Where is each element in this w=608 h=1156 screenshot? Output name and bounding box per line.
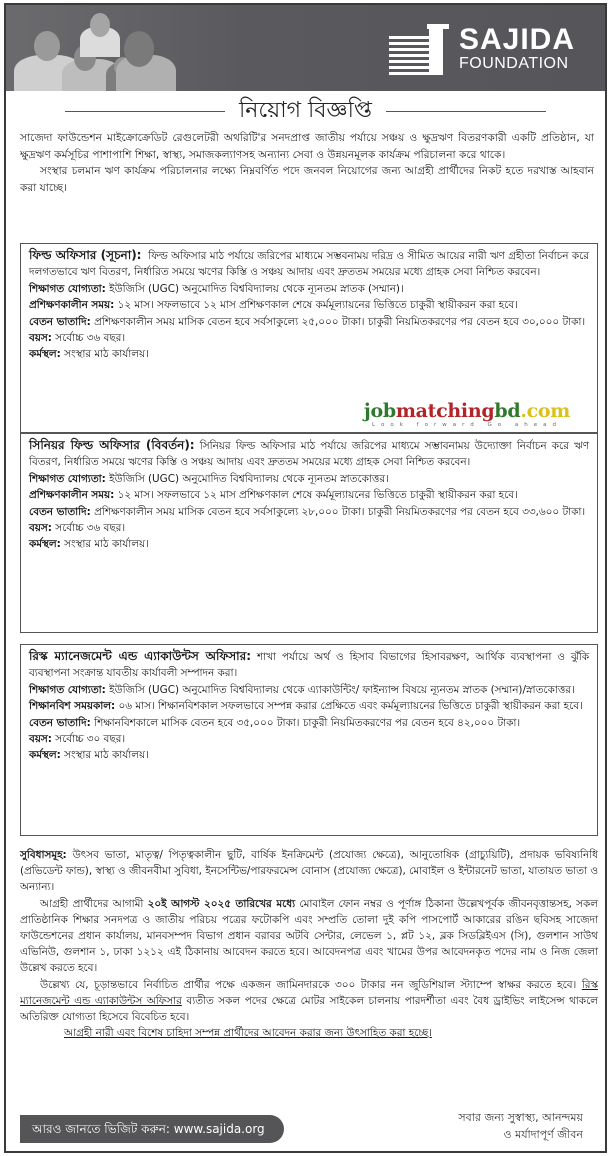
divider xyxy=(386,111,546,112)
note-text: ব্যতীত সকল পদের ক্ষেত্রে মোটর সাইকেল চালনায় পারদর্শীতা এবং বৈধ ড্রাইভিং লাইসেন্স থাকলে অতিরিক্ত যোগ্যতা হিসেবে বিবেচিত হবে। xyxy=(20,994,598,1024)
age-value: সর্বোচ্চ ৩৬ বছর। xyxy=(55,332,126,345)
note-text: উল্লেখ্য যে, চূড়ান্তভাবে নির্বাচিত প্রার্থীর পক্ষে একজন জামিনদারকে ৩০০ টাকার নন জুডিশিয়াল স্ট্যাম্পে স্বাক্ষর করতে হবে। xyxy=(40,978,577,991)
watermark-text: matching xyxy=(395,400,495,422)
education-value: ইউজিসি (UGC) অনুমোদিত বিশ্ববিদ্যালয় থেকে এ্যাকাউন্টিং/ ফাইন্যান্স বিষয়ে ন্যূনতম স্নাতক (সম্মান)/স্নাতকোত্তর। xyxy=(109,683,575,696)
location-label: কর্মস্থল: xyxy=(29,538,61,551)
watermark-text: .com xyxy=(520,400,571,422)
education-value: ইউজিসি (UGC) অনুমোদিত বিশ্ববিদ্যালয় থেকে ন্যূনতম স্নাতক (সম্মান)। xyxy=(109,282,404,295)
salary-value: শিক্ষানবিশকালে মাসিক বেতন হবে ৩৫,০০০ টাকা। চাকুরী নিয়মিতকরণের পর বেতন হবে ৪২,০০০ টাকা। xyxy=(94,716,521,729)
application-instructions xyxy=(20,896,598,977)
age-label: বয়স: xyxy=(29,522,52,535)
education-value: ইউজিসি (UGC) অনুমোদিত বিশ্ববিদ্যালয় থেকে ন্যূনতম স্নাতকোত্তর। xyxy=(109,472,389,485)
watermark-text: bd xyxy=(494,400,521,422)
salary-label: বেতন ভাতাদি: xyxy=(29,716,91,729)
training-value: ১২ মাস। সফলভাবে ১২ মাস প্রশিক্ষণকাল শেষে কর্মমূল্যায়নের ভিত্তিতে চাকুরী স্থায়ীকরন করা হবে। xyxy=(117,489,518,502)
job-description: শাখা পর্যায়ে অর্থ ও হিসাব বিভাগের হিসাবরক্ষণ, আর্থিক ব্যবস্থাপনা ও ঝুঁকি ব্যবস্থাপনা সংক্রান্ত যাবতীয় কার্যাবলী সম্পাদন করা। xyxy=(29,651,590,680)
age-label: বয়স: xyxy=(29,733,52,746)
header-banner xyxy=(6,5,605,91)
training-label: প্রশিক্ষণকালীন সময়: xyxy=(29,299,115,312)
watermark-jobmatchingbd xyxy=(362,401,572,429)
location-label: কর্মস্থল: xyxy=(29,348,61,361)
application-lead: আগ্রহী প্রার্থীদের আগামী xyxy=(40,897,144,910)
tagline-line: ও মর্যাদাপূর্ণ জীবন xyxy=(503,1128,583,1141)
notice-title: নিয়োগ বিজ্ঞপ্তি xyxy=(239,97,372,123)
job-post-risk-management-accounts-officer xyxy=(20,644,598,836)
encouragement xyxy=(20,1025,598,1041)
job-title: সিনিয়র ফিল্ড অফিসার (বিবর্তন): xyxy=(29,438,195,452)
education-label: শিক্ষাগত যোগ্যতা: xyxy=(29,282,106,295)
benefits-label: সুবিধাসমূহ: xyxy=(20,849,67,861)
application-deadline: ২০ই আগস্ট ২০২৫ তারিখের মধ্যে xyxy=(147,897,296,910)
age-value: সর্বোচ্চ ৩৬ বছর। xyxy=(55,522,126,535)
location-value: সংস্থার মাঠ কার্যালয়। xyxy=(64,538,149,551)
sajida-logo xyxy=(389,21,575,77)
website-link[interactable]: আরও জানতে ভিজিট করুন: www.sajida.org xyxy=(20,1115,284,1143)
salary-label: বেতন ভাতাদি: xyxy=(29,315,91,328)
tagline-line: সবার জন্য সুস্বাস্থ্য, আনন্দময় xyxy=(458,1111,583,1124)
location-value: সংস্থার মাঠ কার্যালয়। xyxy=(64,348,149,361)
salary-value: প্রশিক্ষণকালীন সময় মাসিক বেতন হবে সর্বসাকুল্যে ২৮,০০০ টাকা। চাকুরী নিয়মিতকরণের পর বেতন হবে ৩৩,৬০০ টাকা। xyxy=(94,505,586,518)
watermark-text: job xyxy=(363,400,396,422)
watermark-tagline: Look forward Go ahead xyxy=(372,422,562,428)
job-post-senior-field-officer xyxy=(20,433,598,633)
benefits-and-application xyxy=(20,847,598,1041)
application-body: মোবাইল ফোন নম্বর ও পূর্ণাঙ্গ ঠিকানা উল্লেখপূর্বক জীবনবৃত্তান্তসহ, সকল প্রাতিষ্ঠানিক শিক্ষার সনদপত্র ও জাতীয় পরিচয় পত্রের ফটোকপি এবং সম্প্রতি তোলা দুই কপি পাসপোর্ট আকারের রঙিন ছবিসহ সাজেদা ফাউন্ডেশনের প্রধান কার্যালয়, মানবসম্পদ বিভাগ প্রধান বরাবর অটবি সেন্টার, লেভেল ১, প্লট ১২, ব্লক সিডব্লিইএস (সি), গুলশান সাউথ এভিনিউ, গুলশান ১, ঢাকা ১২১২ এই ঠিকানায় আবেদন করতে হবে। আবেদনপত্র এবং খামের উপর আবেদনকৃত পদের নাম ও নিজ জেলা উল্লেখ করতে হবে। xyxy=(20,897,598,975)
org-name-subtitle: FOUNDATION xyxy=(458,55,569,72)
education-label: শিক্ষাগত যোগ্যতা: xyxy=(29,683,106,696)
salary-value: প্রশিক্ষণকালীন সময় মাসিক বেতন হবে সর্বসাকুল্যে ২৫,০০০ টাকা। চাকুরী নিয়মিতকরণের পর বেতন হবে ৩০,০০০ টাকা। xyxy=(94,315,586,328)
age-value: সর্বোচ্চ ৩০ বছর। xyxy=(55,733,126,746)
intro-paragraph: সংস্থার চলমান ঋণ কার্যক্রম পরিচালনার লক্ষ্যে নিম্নবর্ণিত পদে জনবল নিয়োগের জন্য আগ্রহী প্রার্থীদের নিকট হতে দরখাস্ত আহবান করা যাচ্ছে। xyxy=(20,165,594,194)
org-name: SAJIDA xyxy=(458,23,575,56)
benefits xyxy=(20,847,598,896)
job-description: ফিল্ড অফিসার মাঠ পর্যায়ে জরিপের মাধ্যমে সম্ভবনাময় দরিদ্র ও সীমিত আয়ের নারী ঋণ গ্রহীতা নির্বাচন করে দলগতভাবে ঋণ বিতরণ, নির্ধারিত সময়ে ঋণের কিস্তি ও সঞ্চয় আদায় এবং দ্রুততম সময়ের মধ্যে গ্রাহক সেবা নিশ্চিত করবেন। xyxy=(29,250,589,279)
benefits-text: উৎসব ভাতা, মাতৃত্ব/ পিতৃত্বকালীন ছুটি, বার্ষিক ইনক্রিমেন্ট (প্রযোজ্য ক্ষেত্রে), আনুতোষিক (গ্রাচ্যুয়িটি), প্রদায়ক ভবিষ্যনিধি (প্রভিডেন্ট ফান্ড), স্বাস্থ্য ও জীবনবীমা সুবিধা, ইনসেন্টিভ/পারফরমেন্স বোনাস (প্রযোজ্য ক্ষেত্রে), মোবাইল ও ইন্টারনেট ভাতা, যাতায়ত ভাতা ও অন্যান্য। xyxy=(20,849,598,894)
training-label: শিক্ষানবিশ সময়কাল: xyxy=(29,700,116,713)
sajida-logo-mark-icon xyxy=(389,22,449,76)
training-label: প্রশিক্ষণকালীন সময়: xyxy=(29,489,115,502)
job-description: সিনিয়র ফিল্ড অফিসার মাঠ পর্যায়ে জরিপের মাধ্যমে সম্ভাবনাময় উদ্যোক্তা নির্বাচন করে ঋণ বিতরণ, নির্ধারিত সময়ে ঋণের কিস্তি ও সঞ্চয় আদায় এবং দ্রুততম সময়ের মধ্যে গ্রাহক সেবা নিশ্চিত করবেন। xyxy=(29,440,589,469)
training-value: ০৬ মাস। শিক্ষানবিশকাল সফলভাবে সম্পন্ন করার প্রেক্ষিতে এবং কর্মমূল্যায়নের ভিত্তিতে চাকুরী স্থায়ীকরন করা হবে। xyxy=(118,700,583,713)
training-value: ১২ মাস। সফলভাবে ১২ মাস প্রশিক্ষণকাল শেষে কর্মমূল্যায়নের ভিত্তিতে চাকুরী স্থায়ীকরন করা হবে। xyxy=(117,299,518,312)
age-label: বয়স: xyxy=(29,332,52,345)
job-title: ফিল্ড অফিসার (সূচনা): xyxy=(29,248,142,262)
job-title: রিস্ক ম্যানেজমেন্ট এন্ড এ্যাকাউন্টস অফিসার: xyxy=(29,649,252,663)
location-value: সংস্থার মাঠ কার্যালয়। xyxy=(64,749,149,762)
encouragement-text: আগ্রহী নারী এবং বিশেষ চাহিদা সম্পন্ন প্রার্থীদের আবেদন করার জন্য উৎসাহিত করা হচ্ছে। xyxy=(64,1027,432,1040)
note-underlined-post: রিস্ক ম্যানেজমেন্ট এন্ড এ্যাকাউন্টস অফিসার xyxy=(20,978,598,1007)
education-label: শিক্ষাগত যোগ্যতা: xyxy=(29,472,106,485)
job-advertisement xyxy=(4,3,607,1153)
notice-title-row xyxy=(6,93,605,129)
salary-label: বেতন ভাতাদি: xyxy=(29,505,91,518)
note xyxy=(20,977,598,1026)
intro xyxy=(20,130,594,196)
location-label: কর্মস্থল: xyxy=(29,749,61,762)
photo-collage xyxy=(6,5,256,91)
intro-paragraph: সাজেদা ফাউন্ডেশন মাইক্রোক্রেডিট রেগুলেটরী অথরিটি'র সনদপ্রাপ্ত জাতীয় পর্যায়ে সঞ্চয় ও ক্ষুদ্রঋণ বিতরণকারী একটি প্রতিষ্ঠান, যা ক্ষুদ্রঋণ কর্মসূচির পাশাপাশি শিক্ষা, স্বাস্থ্য, সমাজকল্যাণসহ অন্যান্য সেবা ও উন্নয়নমূলক কার্যক্রম পরিচালনা করে থাকে। xyxy=(20,132,594,161)
footer-tagline xyxy=(458,1109,583,1143)
divider xyxy=(65,111,225,112)
